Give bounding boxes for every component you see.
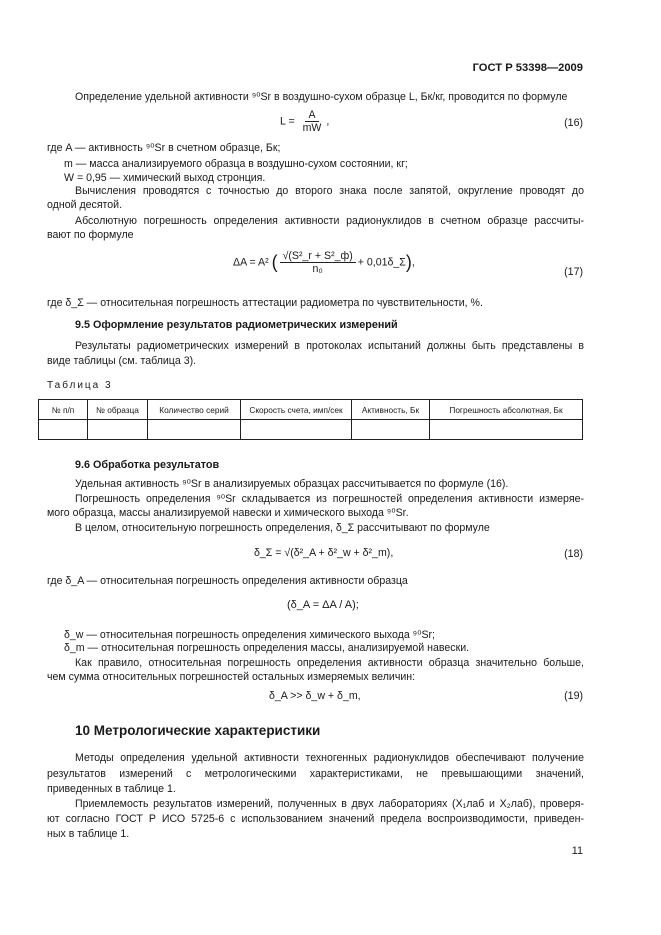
p95-line2: виде таблицы (см. таблица 3). bbox=[47, 355, 197, 367]
def-delta-a: где δ_A — относительная погрешность определения активности образца bbox=[47, 575, 408, 587]
formula-16-lhs: L = bbox=[280, 115, 295, 128]
formula-17-num: √(S²_r + S²_ф) bbox=[280, 250, 356, 263]
def-delta-m: δ_m — относительная погрешность определения массы, анализируемой навески. bbox=[64, 642, 470, 654]
p10-line3: приведенных в таблице 1. bbox=[47, 783, 176, 795]
p10-line1: Методы определения удельной активности техногенных радионуклидов обеспечивают получение bbox=[75, 752, 584, 764]
table-cell bbox=[241, 420, 352, 440]
table-header-cell: № п/п bbox=[39, 400, 88, 420]
calc-paragraph-line1: Вычисления проводятся с точностью до второго знака после запятой, округление проводят до bbox=[75, 185, 584, 197]
abs-paragraph-line2: вают по формуле bbox=[47, 229, 134, 241]
table-cell bbox=[39, 420, 88, 440]
table-header-cell: Погрешность абсолютная, Бк bbox=[430, 400, 583, 420]
formula-19-number: (19) bbox=[564, 690, 583, 702]
formula-17-number: (17) bbox=[564, 266, 583, 278]
page-number: 11 bbox=[571, 845, 583, 857]
def-delta-w: δ_w — относительная погрешность определения химического выхода ⁹⁰Sr; bbox=[64, 629, 435, 641]
p95-line1: Результаты радиометрических измерений в протоколах испытаний должны быть представлены в bbox=[75, 340, 584, 352]
table-header-cell: № образца bbox=[88, 400, 148, 420]
table-header-cell: Скорость счета, имп/сек bbox=[241, 400, 352, 420]
formula-19: δ_A >> δ_w + δ_m, bbox=[269, 690, 361, 702]
formula-17-lhs: ΔA = A² bbox=[233, 256, 269, 269]
p96-line1: Удельная активность ⁹⁰Sr в анализируемых образцах рассчитывается по формуле (16). bbox=[75, 478, 509, 490]
rule-line2: чем сумма относительных погрешностей остальных измеряемых величин: bbox=[47, 671, 416, 683]
section-9-6-title: 9.6 Обработка результатов bbox=[75, 459, 220, 471]
document-header: ГОСТ Р 53398—2009 bbox=[472, 62, 583, 74]
table-header-cell: Активность, Бк bbox=[352, 400, 430, 420]
section-10-title: 10 Метрологические характеристики bbox=[75, 723, 321, 738]
table-cell bbox=[430, 420, 583, 440]
table-cell bbox=[148, 420, 241, 440]
table-header-cell: Количество серий bbox=[148, 400, 241, 420]
table-cell bbox=[352, 420, 430, 440]
table-cell bbox=[88, 420, 148, 440]
formula-16 bbox=[280, 109, 329, 134]
p96-line3: мого образца, массы анализируемой навески и химического выхода ⁹⁰Sr. bbox=[47, 507, 409, 519]
def-w: W = 0,95 — химический выход стронция. bbox=[64, 172, 266, 184]
formula-17: ΔA = A² ( $\frac{\text{√(S²\_r + S²\_ф)}}{\text{n₀}}$ + 0,01δ_Σ), bbox=[233, 250, 415, 275]
intro-paragraph: Определение удельной активности ⁹⁰Sr в воздушно-сухом образце L, Бк/кг, проводится по формуле bbox=[75, 91, 568, 103]
table-header-row bbox=[39, 400, 583, 420]
def-a: где A — активность ⁹⁰Sr в счетном образце, Бк; bbox=[47, 142, 281, 154]
table-3-caption: Таблица 3 bbox=[47, 380, 113, 391]
formula-16-den: mW bbox=[302, 122, 322, 134]
p10-line6: ных в таблице 1. bbox=[47, 828, 130, 840]
section-9-5-title: 9.5 Оформление результатов радиометрических измерений bbox=[75, 319, 398, 331]
formula-18-number: (18) bbox=[564, 548, 583, 560]
def-delta-sigma: где δ_Σ — относительная погрешность аттестации радиометра по чувствительности, %. bbox=[47, 297, 483, 309]
calc-paragraph-line2: одной десятой. bbox=[47, 199, 123, 211]
formula-17-den: n₀ bbox=[312, 263, 323, 275]
p10-line2: результатов измерений с метрологическими характеристиками, не превышающими значений, bbox=[47, 768, 584, 780]
abs-paragraph-line1: Абсолютную погрешность определения активности радионуклидов в счетном образце рассчиты- bbox=[75, 215, 584, 227]
rule-line1: Как правило, относительная погрешность определения активности образца значительно больше, bbox=[75, 657, 584, 669]
def-m: m — масса анализируемого образца в воздушно-сухом состоянии, кг; bbox=[64, 158, 408, 170]
p10-line4: Приемлемость результатов измерений, полученных в двух лабораториях (X₁лаб и X₂лаб), проверя- bbox=[75, 798, 584, 810]
formula-18: δ_Σ = √(δ²_A + δ²_w + δ²_m), bbox=[254, 547, 394, 559]
formula-17-tail: + 0,01δ_Σ bbox=[357, 256, 406, 269]
formula-16-num: A bbox=[305, 109, 318, 122]
formula-16-number: (16) bbox=[564, 117, 583, 129]
p96-line2: Погрешность определения ⁹⁰Sr складывается из погрешностей определения активности измеряе- bbox=[75, 493, 584, 505]
p96-line4: В целом, относительную погрешность определения, δ_Σ рассчитывают по формуле bbox=[75, 522, 490, 534]
table-3 bbox=[38, 399, 583, 440]
formula-delta-a: (δ_A = ΔA / A); bbox=[287, 599, 359, 611]
p10-line5: ют согласно ГОСТ Р ИСО 5725-6 с использованием значений предела воспроизводимости, приведен- bbox=[47, 813, 584, 825]
formula-16-tail: , bbox=[326, 115, 330, 128]
table-row bbox=[39, 420, 583, 440]
